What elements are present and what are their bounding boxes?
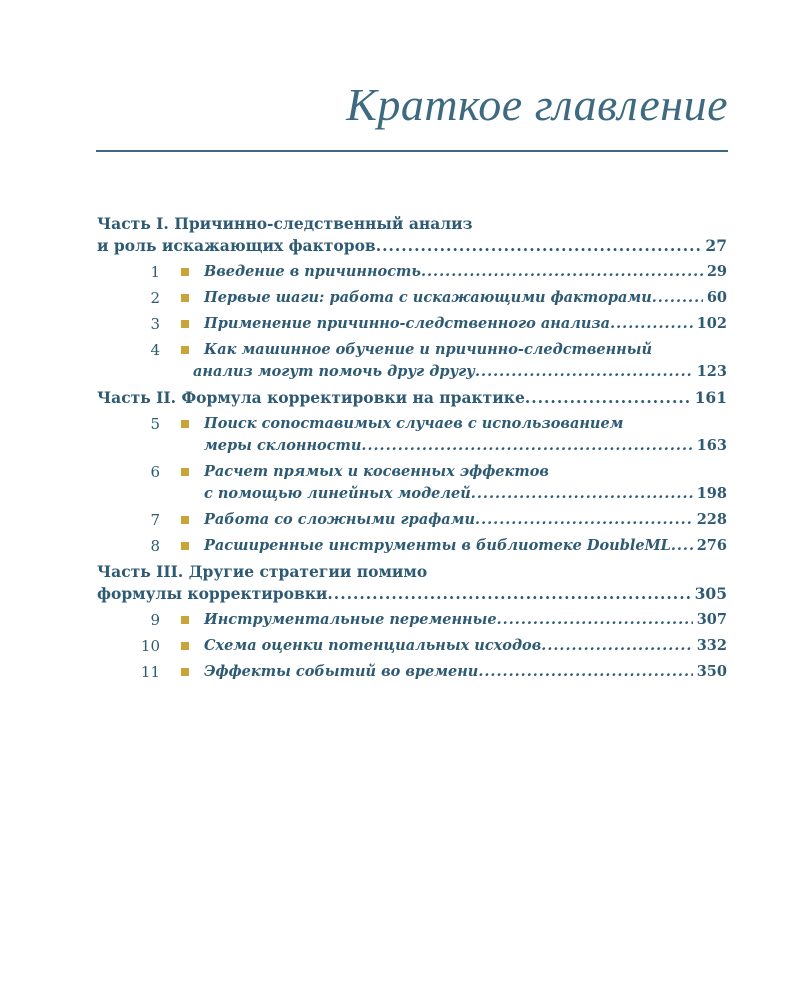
chapter-title-line: с помощью линейных моделей <box>204 485 471 502</box>
square-bullet-icon <box>181 420 189 428</box>
page-number: 350 <box>696 663 727 680</box>
dot-leader <box>376 235 702 257</box>
page-number: 29 <box>706 263 727 280</box>
chapter-number: 4 <box>150 341 160 359</box>
title-divider <box>96 150 728 152</box>
square-bullet-icon <box>181 294 189 302</box>
page-number: 102 <box>696 315 727 332</box>
page-number: 305 <box>694 584 727 603</box>
page-number: 276 <box>696 537 727 554</box>
dot-leader <box>497 609 693 631</box>
part-title-line: Часть I. Причинно-следственный анализ <box>97 214 473 233</box>
square-bullet-icon <box>181 516 189 524</box>
square-bullet-icon <box>181 542 189 550</box>
square-bullet-icon <box>181 320 189 328</box>
chapter-number: 10 <box>140 637 160 655</box>
toc-chapter[interactable] <box>97 509 727 531</box>
chapter-number: 5 <box>150 415 160 433</box>
dot-leader <box>471 483 693 505</box>
chapter-number: 8 <box>150 537 160 555</box>
square-bullet-icon <box>181 668 189 676</box>
page-number: 332 <box>696 637 727 654</box>
dot-leader <box>652 287 703 309</box>
page-number: 163 <box>696 437 727 454</box>
toc-chapter[interactable] <box>97 287 727 309</box>
toc-part[interactable] <box>97 561 727 605</box>
chapter-number: 2 <box>150 289 160 307</box>
chapter-title-line: анализ могут помочь друг другу <box>193 363 475 380</box>
chapter-title-line: Инструментальные переменные <box>204 611 497 628</box>
chapter-title-line: Поиск сопоставимых случаев с использованием <box>204 415 624 432</box>
toc-chapter[interactable] <box>97 339 727 383</box>
toc-chapter[interactable] <box>97 535 727 557</box>
toc-chapter[interactable] <box>97 413 727 457</box>
page-number: 307 <box>696 611 727 628</box>
chapter-number: 1 <box>150 263 160 281</box>
page-number: 161 <box>694 388 727 407</box>
chapter-title-line: Применение причинно-следственного анализа <box>204 315 611 332</box>
page-title: Краткое главление <box>346 79 728 130</box>
chapter-title-line: меры склонности <box>204 437 362 454</box>
chapter-title-line: Расчет прямых и косвенных эффектов <box>204 463 549 480</box>
dot-leader <box>475 509 693 531</box>
part-title-line: формулы корректировки <box>97 584 328 603</box>
page-number: 123 <box>696 363 727 380</box>
chapter-number: 3 <box>150 315 160 333</box>
part-title-line: Часть II. Формула корректировки на практике <box>97 388 525 407</box>
chapter-number: 9 <box>150 611 160 629</box>
dot-leader <box>361 435 692 457</box>
chapter-title-line: Расширенные инструменты в библиотеке DoubleML <box>204 537 671 554</box>
page-number: 228 <box>696 511 727 528</box>
table-of-contents <box>97 213 727 683</box>
chapter-number: 7 <box>150 511 160 529</box>
dot-leader <box>525 387 691 409</box>
toc-chapter[interactable] <box>97 635 727 657</box>
page-number: 60 <box>706 289 727 306</box>
dot-leader <box>421 261 703 283</box>
square-bullet-icon <box>181 268 189 276</box>
toc-part[interactable] <box>97 213 727 257</box>
chapter-title-line: Схема оценки потенциальных исходов <box>204 637 542 654</box>
toc-chapter[interactable] <box>97 661 727 683</box>
square-bullet-icon <box>181 346 189 354</box>
chapter-title-line: Работа со сложными графами <box>204 511 476 528</box>
toc-chapter[interactable] <box>97 313 727 335</box>
part-title-line: и роль искажающих факторов <box>97 236 376 255</box>
page-number: 198 <box>696 485 727 502</box>
square-bullet-icon <box>181 642 189 650</box>
square-bullet-icon <box>181 616 189 624</box>
dot-leader <box>327 583 690 605</box>
dot-leader <box>541 635 692 657</box>
toc-chapter[interactable] <box>97 261 727 283</box>
toc-chapter[interactable] <box>97 461 727 505</box>
chapter-title-line: Первые шаги: работа с искажающими факторами <box>204 289 652 306</box>
chapter-number: 11 <box>140 663 160 681</box>
toc-part[interactable] <box>97 387 727 409</box>
dot-leader <box>610 313 693 335</box>
chapter-number: 6 <box>150 463 160 481</box>
chapter-title-line: Введение в причинность <box>204 263 421 280</box>
page-number: 27 <box>705 236 727 255</box>
square-bullet-icon <box>181 468 189 476</box>
chapter-title-line: Эффекты событий во времени <box>204 663 479 680</box>
dot-leader <box>475 361 693 383</box>
dot-leader <box>478 661 692 683</box>
dot-leader <box>671 535 693 557</box>
chapter-title-line: Как машинное обучение и причинно-следственный <box>204 341 653 358</box>
toc-chapter[interactable] <box>97 609 727 631</box>
part-title-line: Часть III. Другие стратегии помимо <box>97 562 428 581</box>
